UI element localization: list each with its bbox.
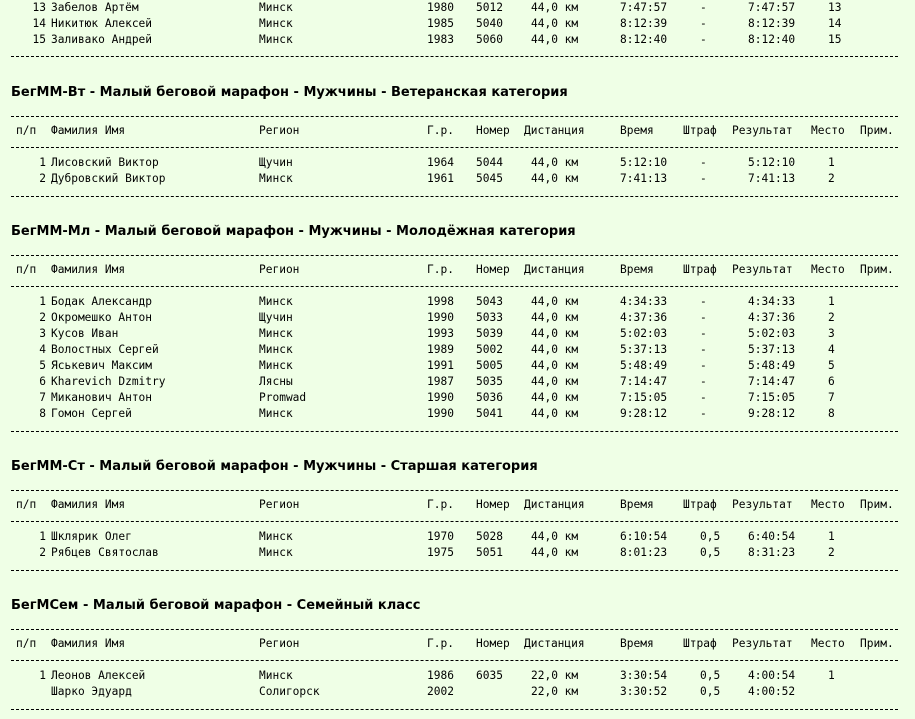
table-cell: 6:10:54 (620, 530, 668, 543)
table-cell: 1975 (427, 546, 454, 559)
table-cell: - (700, 407, 707, 420)
table-cell: 44,0 км (531, 546, 579, 559)
column-header: Номер (476, 498, 510, 511)
table-cell: 8 (39, 407, 46, 420)
table-cell: Минск (259, 530, 293, 543)
column-header: Дистанция (524, 263, 585, 276)
table-cell: 8:01:23 (620, 546, 668, 559)
table-cell: 44,0 км (531, 33, 579, 46)
column-header: Место (811, 124, 845, 137)
table-cell: 6035 (476, 669, 503, 682)
table-cell: 4:00:52 (748, 685, 796, 698)
section-title: БегМСем - Малый беговой марафон - Семейный класс (11, 598, 421, 613)
column-header: Результат (732, 263, 793, 276)
table-cell: Бодак Александр (51, 295, 153, 308)
table-cell: 5060 (476, 33, 503, 46)
column-header: Номер (476, 124, 510, 137)
table-cell: 8:12:39 (620, 17, 668, 30)
table-cell: Минск (259, 407, 293, 420)
column-header: Регион (259, 637, 300, 650)
table-cell: 8:12:40 (748, 33, 796, 46)
table-cell: 5:48:49 (748, 359, 796, 372)
table-row (0, 545, 915, 561)
table-cell: 5036 (476, 391, 503, 404)
table-cell: 44,0 км (531, 17, 579, 30)
table-cell: 14 (32, 17, 46, 30)
table-cell: 5:12:10 (748, 156, 796, 169)
table-cell: 7 (828, 391, 835, 404)
table-cell: - (700, 375, 707, 388)
column-header: Регион (259, 263, 300, 276)
column-header: Г.р. (427, 637, 454, 650)
table-cell: Минск (259, 359, 293, 372)
table-cell: Минск (259, 343, 293, 356)
table-row (0, 155, 915, 171)
column-header: Прим. (860, 263, 894, 276)
table-cell: Щучин (259, 156, 293, 169)
dashed-separator (11, 255, 898, 256)
table-cell: 8 (828, 407, 835, 420)
table-cell: Минск (259, 295, 293, 308)
table-cell: 1 (39, 156, 46, 169)
table-cell: 14 (828, 17, 842, 30)
table-cell: 7:47:57 (620, 1, 668, 14)
table-row (0, 16, 915, 32)
table-cell: 5005 (476, 359, 503, 372)
column-header: Время (620, 263, 654, 276)
table-cell: Минск (259, 327, 293, 340)
table-cell: 0,5 (700, 546, 721, 559)
table-cell: 44,0 км (531, 343, 579, 356)
table-cell: 5:37:13 (620, 343, 668, 356)
table-cell: 7:14:47 (620, 375, 668, 388)
dashed-separator (11, 570, 898, 571)
table-cell: 5:12:10 (620, 156, 668, 169)
table-row (0, 171, 915, 187)
column-header: п/п (16, 263, 37, 276)
table-cell: 3:30:52 (620, 685, 668, 698)
table-cell: - (700, 343, 707, 356)
table-cell: Минск (259, 17, 293, 30)
table-cell: 7 (39, 391, 46, 404)
table-row (0, 529, 915, 545)
column-header: Дистанция (524, 498, 585, 511)
table-row (0, 32, 915, 48)
table-row (0, 358, 915, 374)
table-cell: 8:31:23 (748, 546, 796, 559)
table-row (0, 390, 915, 406)
column-header: Прим. (860, 498, 894, 511)
table-header-row (0, 636, 915, 652)
table-cell: 7:14:47 (748, 375, 796, 388)
table-cell: 44,0 км (531, 391, 579, 404)
table-cell: 5044 (476, 156, 503, 169)
table-cell: Заливако Андрей (51, 33, 153, 46)
column-header: Результат (732, 498, 793, 511)
table-cell: 5:37:13 (748, 343, 796, 356)
table-cell: 2 (828, 172, 835, 185)
table-cell: 5043 (476, 295, 503, 308)
table-cell: 5 (828, 359, 835, 372)
table-cell: Минск (259, 172, 293, 185)
table-cell: 1 (39, 669, 46, 682)
table-cell: 2002 (427, 685, 454, 698)
table-cell: Promwad (259, 391, 307, 404)
table-cell: 2 (828, 311, 835, 324)
dashed-separator (11, 56, 898, 57)
table-row (0, 310, 915, 326)
table-cell: Солигорск (259, 685, 320, 698)
table-cell: 0,5 (700, 530, 721, 543)
table-cell: 7:41:13 (620, 172, 668, 185)
table-cell: 2 (39, 172, 46, 185)
table-cell: - (700, 391, 707, 404)
table-cell: 1 (828, 295, 835, 308)
table-cell: 1991 (427, 359, 454, 372)
column-header: Дистанция (524, 124, 585, 137)
table-cell: 2 (39, 311, 46, 324)
column-header: Регион (259, 498, 300, 511)
table-cell: 1990 (427, 407, 454, 420)
table-row (0, 0, 915, 16)
table-cell: Kharevich Dzmitry (51, 375, 166, 388)
column-header: п/п (16, 637, 37, 650)
table-cell: Никитюк Алексей (51, 17, 153, 30)
table-cell: 5:48:49 (620, 359, 668, 372)
table-cell: 0,5 (700, 685, 721, 698)
table-row (0, 374, 915, 390)
table-cell: Щучин (259, 311, 293, 324)
column-header: Г.р. (427, 263, 454, 276)
table-cell: 44,0 км (531, 156, 579, 169)
table-cell: 44,0 км (531, 1, 579, 14)
table-cell: 22,0 км (531, 685, 579, 698)
table-cell: Забелов Артём (51, 1, 139, 14)
dashed-separator (11, 490, 898, 491)
table-cell: Волостных Сергей (51, 343, 159, 356)
table-cell: - (700, 295, 707, 308)
column-header: Регион (259, 124, 300, 137)
table-cell: 44,0 км (531, 407, 579, 420)
table-cell: Минск (259, 1, 293, 14)
table-cell: 1 (39, 530, 46, 543)
table-cell: Рябцев Святослав (51, 546, 159, 559)
table-cell: 5002 (476, 343, 503, 356)
table-cell: 1961 (427, 172, 454, 185)
table-cell: - (700, 1, 707, 14)
column-header: Штраф (683, 263, 717, 276)
table-cell: 1 (39, 295, 46, 308)
table-cell: 1985 (427, 17, 454, 30)
table-cell: 5041 (476, 407, 503, 420)
table-cell: 3 (828, 327, 835, 340)
column-header: Номер (476, 637, 510, 650)
table-cell: Гомон Сергей (51, 407, 132, 420)
column-header: Результат (732, 124, 793, 137)
table-cell: 5051 (476, 546, 503, 559)
table-cell: 4:34:33 (620, 295, 668, 308)
table-cell: - (700, 33, 707, 46)
table-cell: 1990 (427, 391, 454, 404)
table-cell: 3 (39, 327, 46, 340)
column-header: п/п (16, 124, 37, 137)
column-header: Дистанция (524, 637, 585, 650)
table-cell: Лисовский Виктор (51, 156, 159, 169)
table-cell: 7:15:05 (620, 391, 668, 404)
table-cell: 7:15:05 (748, 391, 796, 404)
column-header: Место (811, 498, 845, 511)
table-cell: 4:34:33 (748, 295, 796, 308)
table-cell: 44,0 км (531, 359, 579, 372)
table-cell: Дубровский Виктор (51, 172, 166, 185)
table-cell: 1 (828, 669, 835, 682)
table-cell: 1989 (427, 343, 454, 356)
table-cell: 22,0 км (531, 669, 579, 682)
table-cell: 5045 (476, 172, 503, 185)
table-cell: Минск (259, 669, 293, 682)
table-cell: - (700, 311, 707, 324)
table-cell: 5 (39, 359, 46, 372)
column-header: Фамилия Имя (51, 637, 126, 650)
column-header: Прим. (860, 124, 894, 137)
table-cell: 44,0 км (531, 327, 579, 340)
table-cell: 1970 (427, 530, 454, 543)
table-cell: Окромешко Антон (51, 311, 153, 324)
table-cell: Минск (259, 33, 293, 46)
table-cell: - (700, 359, 707, 372)
table-row (0, 342, 915, 358)
table-cell: 5:02:03 (748, 327, 796, 340)
table-row (0, 326, 915, 342)
table-cell: 1987 (427, 375, 454, 388)
table-cell: - (700, 156, 707, 169)
table-cell: 8:12:40 (620, 33, 668, 46)
table-header-row (0, 497, 915, 513)
table-cell: 1964 (427, 156, 454, 169)
table-cell: 5033 (476, 311, 503, 324)
column-header: Штраф (683, 637, 717, 650)
table-row (0, 684, 915, 700)
table-row (0, 668, 915, 684)
column-header: Номер (476, 263, 510, 276)
table-cell: 6:40:54 (748, 530, 796, 543)
table-cell: 4 (39, 343, 46, 356)
section-title: БегММ-Мл - Малый беговой марафон - Мужчины - Молодёжная категория (11, 224, 576, 239)
column-header: Фамилия Имя (51, 124, 126, 137)
dashed-separator (11, 709, 898, 710)
table-cell: 9:28:12 (620, 407, 668, 420)
dashed-separator (11, 660, 898, 661)
table-cell: 3:30:54 (620, 669, 668, 682)
table-row (0, 406, 915, 422)
column-header: Фамилия Имя (51, 263, 126, 276)
table-cell: 5040 (476, 17, 503, 30)
table-cell: 5012 (476, 1, 503, 14)
table-cell: 1983 (427, 33, 454, 46)
table-cell: Кусов Иван (51, 327, 119, 340)
table-cell: 44,0 км (531, 375, 579, 388)
table-cell: 1986 (427, 669, 454, 682)
column-header: Штраф (683, 498, 717, 511)
dashed-separator (11, 286, 898, 287)
table-cell: 13 (32, 1, 46, 14)
table-cell: 15 (828, 33, 842, 46)
table-cell: 44,0 км (531, 295, 579, 308)
table-cell: 0,5 (700, 669, 721, 682)
dashed-separator (11, 521, 898, 522)
table-cell: 7:47:57 (748, 1, 796, 14)
table-cell: 1993 (427, 327, 454, 340)
table-cell: 44,0 км (531, 172, 579, 185)
table-cell: - (700, 17, 707, 30)
table-cell: 44,0 км (531, 311, 579, 324)
table-cell: 7:41:13 (748, 172, 796, 185)
table-cell: 5039 (476, 327, 503, 340)
table-cell: 2 (828, 546, 835, 559)
column-header: Штраф (683, 124, 717, 137)
table-cell: 6 (39, 375, 46, 388)
table-cell: 4:37:36 (748, 311, 796, 324)
table-cell: 1 (828, 156, 835, 169)
column-header: Прим. (860, 637, 894, 650)
column-header: п/п (16, 498, 37, 511)
table-cell: 44,0 км (531, 530, 579, 543)
column-header: Г.р. (427, 124, 454, 137)
dashed-separator (11, 196, 898, 197)
column-header: Время (620, 498, 654, 511)
table-cell: 1 (828, 530, 835, 543)
dashed-separator (11, 147, 898, 148)
dashed-separator (11, 116, 898, 117)
table-cell: Леонов Алексей (51, 669, 146, 682)
table-cell: 1990 (427, 311, 454, 324)
column-header: Место (811, 637, 845, 650)
table-cell: 5028 (476, 530, 503, 543)
table-cell: Шарко Эдуард (51, 685, 132, 698)
table-cell: Шклярик Олег (51, 530, 132, 543)
column-header: Фамилия Имя (51, 498, 126, 511)
table-cell: Лясны (259, 375, 293, 388)
table-cell: - (700, 327, 707, 340)
table-cell: 6 (828, 375, 835, 388)
table-cell: 2 (39, 546, 46, 559)
table-header-row (0, 123, 915, 139)
table-row (0, 294, 915, 310)
dashed-separator (11, 431, 898, 432)
table-cell: Минск (259, 546, 293, 559)
table-cell: 1998 (427, 295, 454, 308)
table-cell: 1980 (427, 1, 454, 14)
table-cell: - (700, 172, 707, 185)
table-cell: 4:00:54 (748, 669, 796, 682)
section-title: БегММ-Ст - Малый беговой марафон - Мужчины - Старшая категория (11, 459, 538, 474)
table-cell: 15 (32, 33, 46, 46)
column-header: Г.р. (427, 498, 454, 511)
section-title: БегММ-Вт - Малый беговой марафон - Мужчины - Ветеранская категория (11, 85, 568, 100)
table-cell: 13 (828, 1, 842, 14)
column-header: Время (620, 124, 654, 137)
table-cell: 9:28:12 (748, 407, 796, 420)
column-header: Результат (732, 637, 793, 650)
table-cell: 4 (828, 343, 835, 356)
column-header: Время (620, 637, 654, 650)
dashed-separator (11, 629, 898, 630)
table-cell: Яськевич Максим (51, 359, 153, 372)
table-cell: 4:37:36 (620, 311, 668, 324)
column-header: Место (811, 263, 845, 276)
table-cell: 8:12:39 (748, 17, 796, 30)
table-header-row (0, 262, 915, 278)
table-cell: Миканович Антон (51, 391, 153, 404)
table-cell: 5:02:03 (620, 327, 668, 340)
table-cell: 5035 (476, 375, 503, 388)
